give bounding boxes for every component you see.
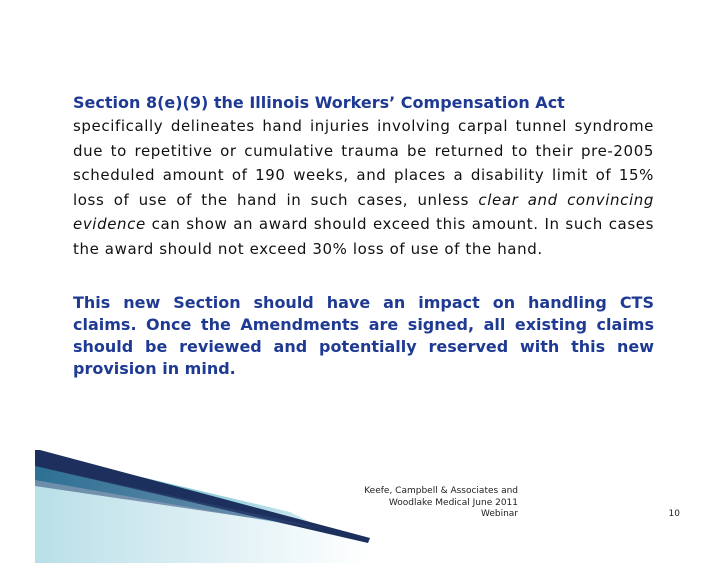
impact-statement: This new Section should have an impact on handling CTS claims. Once the Amendments are signed, all existing claims should be reviewed and potentially reserved with this new provision in mind. <box>73 293 654 378</box>
body-text-after: can show an award should exceed this amount. In such cases the award should not exceed 30% loss of use of the hand. <box>73 215 654 258</box>
body-paragraph <box>73 114 654 261</box>
section-heading: Section 8(e)(9) the Illinois Workers’ Compensation Act <box>73 93 565 112</box>
page-number: 10 <box>668 509 680 519</box>
footer-line-2: Woodlake Medical June 2011 <box>388 497 518 508</box>
body-text-before: specifically delineates hand injuries involving carpal tunnel syndrome due to repetitive or cumulative trauma be returned to their pre-2005 scheduled amount of 190 weeks, and places a disability limit of 15% loss of use of the hand in such cases, unless <box>73 117 654 209</box>
footer-line-1: Keefe, Campbell & Associates and <box>364 486 518 496</box>
decorative-swoosh <box>0 440 370 563</box>
footer-line-3: Webinar <box>480 509 518 519</box>
footer-credit <box>330 486 518 521</box>
body-text-emphasis: clear and convincing evidence <box>73 190 655 233</box>
